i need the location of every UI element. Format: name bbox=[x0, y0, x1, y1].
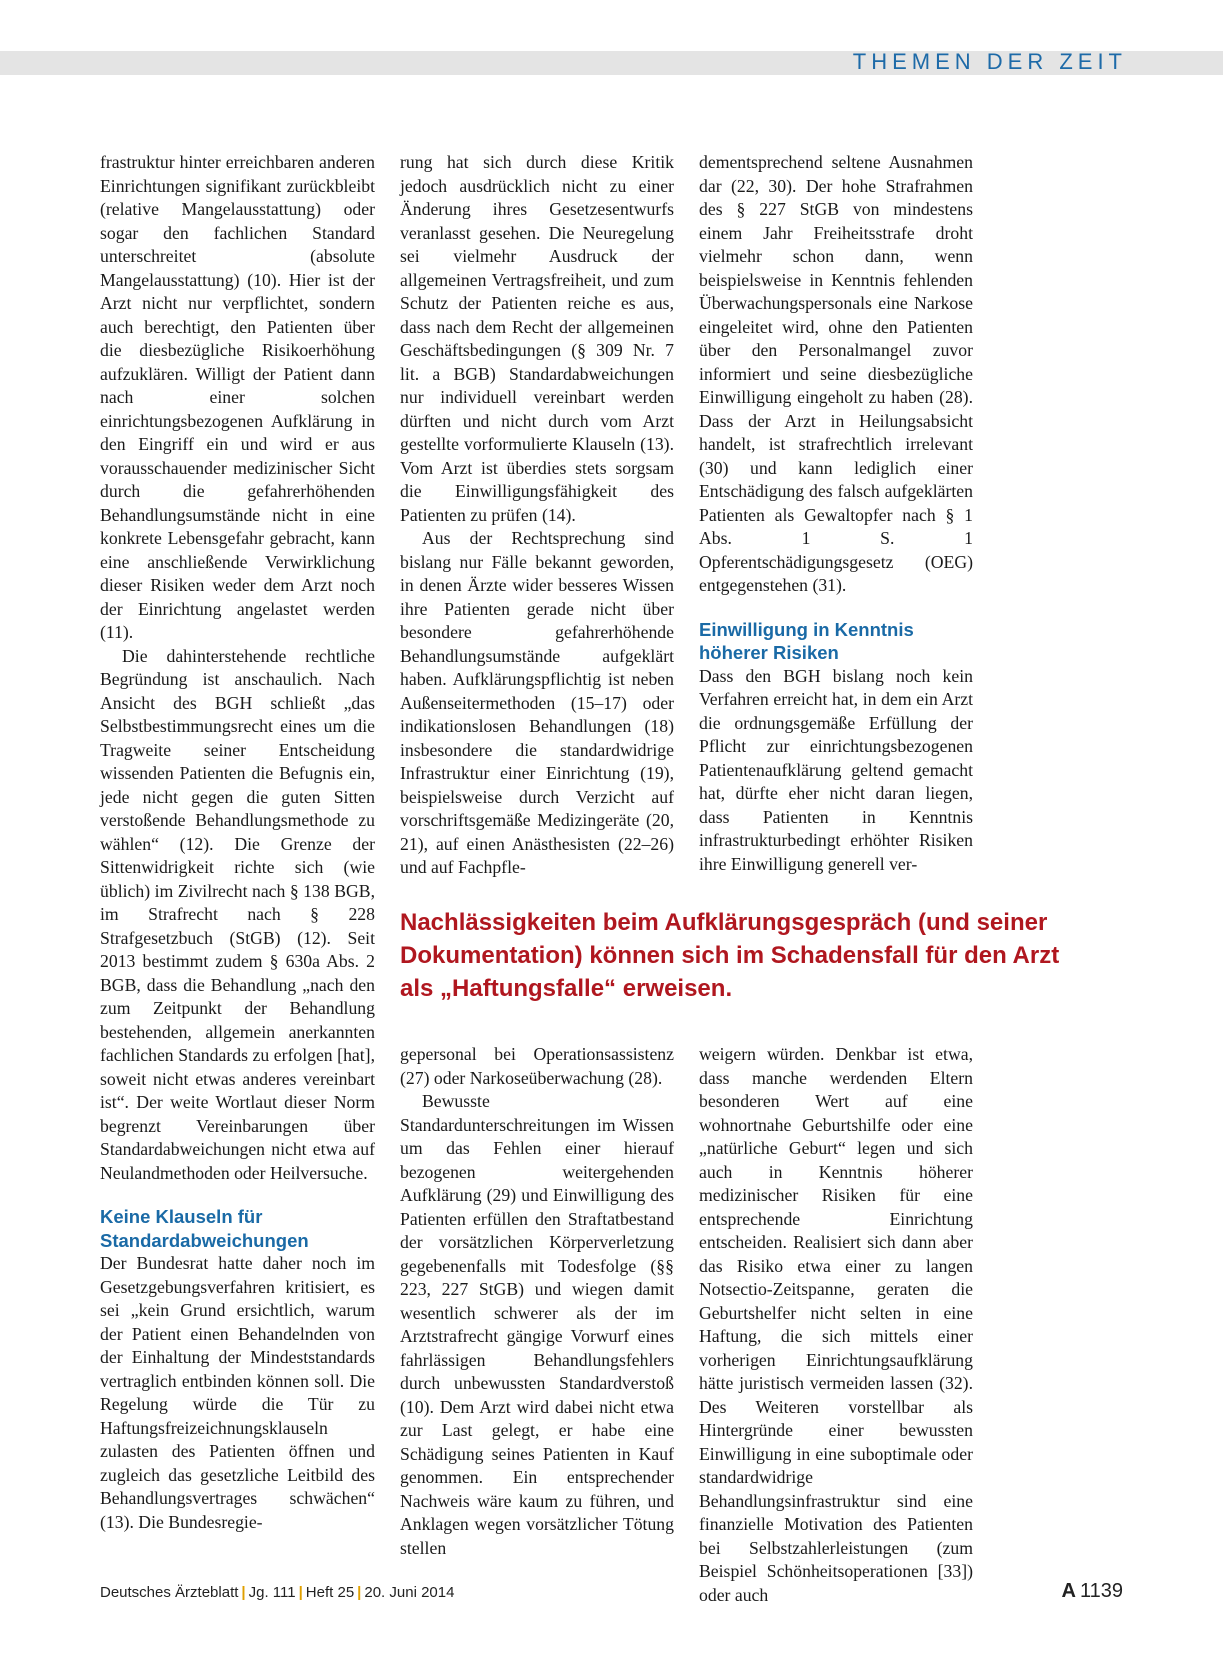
column-3 bbox=[699, 151, 973, 876]
section-title: THEMEN DER ZEIT bbox=[852, 49, 1127, 74]
section-heading: Keine Klauseln für Standardabweichungen bbox=[100, 1206, 309, 1251]
column-2-lower bbox=[400, 1043, 674, 1560]
footer-citation bbox=[100, 1583, 454, 1603]
date: 20. Juni 2014 bbox=[364, 1584, 455, 1601]
paragraph: rung hat sich durch diese Kritik jedoch ausdrücklich nicht zu einer Änderung ihres Gesetzesentwurfs veranlasst gesehen. Die Neuregelung sei vielmehr Ausdruck der allgemeinen Vertragsfreiheit, und zum Schutz der Patienten reiche es aus, dass nach dem Recht der allgemeinen Geschäftsbedingungen (§ 309 Nr. 7 lit. a BGB) Standardabweichungen nur individuell vereinbart werden dürften und nicht durch vom Arzt gestellte vorformulierte Klauseln (13). Vom Arzt ist überdies stets sorgsam die Einwilligungsfähigkeit des Patienten zu prüfen (14). bbox=[400, 152, 674, 525]
column-2 bbox=[400, 151, 674, 880]
paragraph: Bewusste Standardunterschreitungen im Wissen um das Fehlen einer hierauf bezogenen weitergehenden Aufklärung (29) und Einwilligung des Patienten erfüllen den Straftatbestand der vorsätzlichen Körperverletzung gegebenenfalls mit Todesfolge (§§ 223, 227 StGB) und wiegen damit wesentlich schwerer als der im Arztstrafrecht gängige Vorwurf eines fahrlässigen Behandlungsfehlers durch unbewussten Standardverstoß (10). Dem Arzt wird dabei nicht etwa zur Last gelegt, er habe eine Schädigung seines Patienten in Kauf genommen. Ein entsprechender Nachweis wäre kaum zu führen, und Anklagen wegen vorsätzlicher Tötung stellen bbox=[400, 1091, 674, 1558]
separator: | bbox=[241, 1584, 246, 1601]
paragraph: Dass den BGH bislang noch kein Verfahren erreicht hat, in dem ein Arzt die ordnungsgemäße Erfüllung der Pflicht zur einrichtungsbezogenen Patientenaufklärung geltend gemacht hat, dürfte eher nicht daran liegen, dass Patienten in Kenntnis infrastrukturbedingt erhöhter Risiken ihre Einwilligung generell ver- bbox=[699, 665, 973, 874]
journal-name: Deutsches Ärzteblatt bbox=[100, 1584, 239, 1601]
paragraph: gepersonal bei Operationsassistenz (27) oder Narkoseüberwachung (28). bbox=[400, 1044, 674, 1088]
section-heading: Einwilligung in Kenntnis höherer Risiken bbox=[699, 618, 914, 663]
paragraph: Die dahinterstehende rechtliche Begründung ist anschaulich. Nach Ansicht des BGH schließt „das Selbstbestimmungsrecht eines um die Tragweite seiner Entscheidung wissenden Patienten die Befugnis ein, jede nicht gegen die guten Sitten verstoßende Behandlungsmethode zu wählen“ (12). Die Grenze der Sittenwidrigkeit richte sich (wie üblich) im Zivilrecht nach § 138 BGB, im Strafrecht nach § 228 Strafgesetzbuch (StGB) (12). Seit 2013 bestimmt zudem § 630a Abs. 2 BGB, dass die Behandlung „nach den zum Zeitpunkt der Behandlung bestehenden, allgemein anerkannten fachlichen Standards zu erfolgen [hat], soweit nicht etwas anderes vereinbart ist“. Der weite Wortlaut dieser Norm begrenzt Vereinbarungen über Standardabweichungen nicht etwa auf Neulandmethoden oder Heilversuche. bbox=[100, 645, 375, 1183]
separator: | bbox=[357, 1584, 362, 1601]
paragraph: Aus der Rechtsprechung sind bislang nur Fälle bekannt geworden, in denen Ärzte wider besseres Wissen ihre Patienten gerade nicht über besondere gefahrerhöhende Behandlungsumstände aufgeklärt haben. Aufklärungspflichtig ist neben Außenseitermethoden (15–17) oder indikationslosen Behandlungen (18) insbesondere die standardwidrige Infrastruktur einer Einrichtung (19), beispielsweise durch Verzicht auf vorschriftsgemäße Medizingeräte (20, 21), auf einen Anästhesisten (22–26) und auf Fachpfle- bbox=[400, 528, 674, 877]
pull-quote: Nachlässigkeiten beim Aufklärungsgespräch (und seiner Dokumentation) können sich im Schadensfall für den Arzt als „Haftungsfalle“ erweisen. bbox=[400, 909, 1060, 1002]
paragraph: weigern würden. Denkbar ist etwa, dass manche werdenden Eltern besonderen Wert auf eine wohnortnahe Geburtshilfe oder eine „natürliche Geburt“ legen und sich auch in Kenntnis höherer medizinischer Risiken für eine entsprechende Einrichtung entscheiden. Realisiert sich dann aber das Risiko etwa einer zu langen Notsectio-Zeitspanne, geraten die Geburtshelfer nicht selten in eine Haftung, die sich mittels einer vorherigen Einrichtungsaufklärung hätte juristisch vermeiden lassen (32). Des Weiteren vorstellbar als Hintergründe einer bewussten Einwilligung in eine suboptimale oder standardwidrige Behandlungsinfrastruktur sind eine finanzielle Motivation des Patienten bei Selbstzahlerleistungen (zum Beispiel Schönheitsoperationen [33]) oder auch bbox=[699, 1044, 973, 1605]
volume: Jg. 111 bbox=[248, 1584, 296, 1601]
page-number-value: 1139 bbox=[1079, 1580, 1123, 1602]
separator: | bbox=[298, 1584, 303, 1601]
column-1 bbox=[100, 151, 375, 1534]
page-number bbox=[1062, 1578, 1123, 1604]
column-3-lower bbox=[699, 1043, 973, 1607]
paragraph: dementsprechend seltene Ausnahmen dar (22, 30). Der hohe Strafrahmen des § 227 StGB von mindestens einem Jahr Freiheitsstrafe droht vielmehr schon dann, wenn beispielsweise in Kenntnis fehlenden Überwachungspersonals eine Narkose eingeleitet wird, ohne den Patienten über den Personalmangel zuvor informiert und seine diesbezügliche Einwilligung eingeholt zu haben (28). Dass der Arzt in Heilungsabsicht handelt, ist strafrechtlich irrelevant (30) und kann lediglich einer Entschädigung des falsch aufgeklärten Patienten als Gewaltopfer nach § 1 Abs. 1 S. 1 Opferentschädigungsgesetz (OEG) entgegenstehen (31). bbox=[699, 152, 973, 595]
paragraph: Der Bundesrat hatte daher noch im Gesetzgebungsverfahren kritisiert, es sei „kein Grund ersichtlich, warum der Patient einen Behandelnden von der Einhaltung der Mindeststandards vertraglich entbinden können soll. Die Regelung würde die Tür zu Haftungsfreizeichnungsklauseln zulasten des Patienten öffnen und zugleich das gesetzliche Leitbild des Behandlungsvertrages schwächen“ (13). Die Bundesregie- bbox=[100, 1253, 375, 1532]
paragraph: frastruktur hinter erreichbaren anderen Einrichtungen signifikant zurückbleibt (relative Mangelausstattung) oder sogar den fachlichen Standard unterschreitet (absolute Mangelausstattung) (10). Hier ist der Arzt nicht nur verpflichtet, sondern auch berechtigt, den Patienten über die diesbezügliche Risikoerhöhung aufzuklären. Willigt der Patient dann nach einer solchen einrichtungsbezogenen Aufklärung in den Eingriff ein und wird er aus vorausschauender medizinischer Sicht durch die gefahrerhöhenden Behandlungsumstände nicht in eine konkrete Lebensgefahr gebracht, kann eine anschließende Verwirklichung dieser Risiken weder dem Arzt noch der Einrichtung angelastet werden (11). bbox=[100, 152, 375, 642]
issue: Heft 25 bbox=[305, 1584, 355, 1601]
page-prefix: A bbox=[1061, 1580, 1076, 1602]
